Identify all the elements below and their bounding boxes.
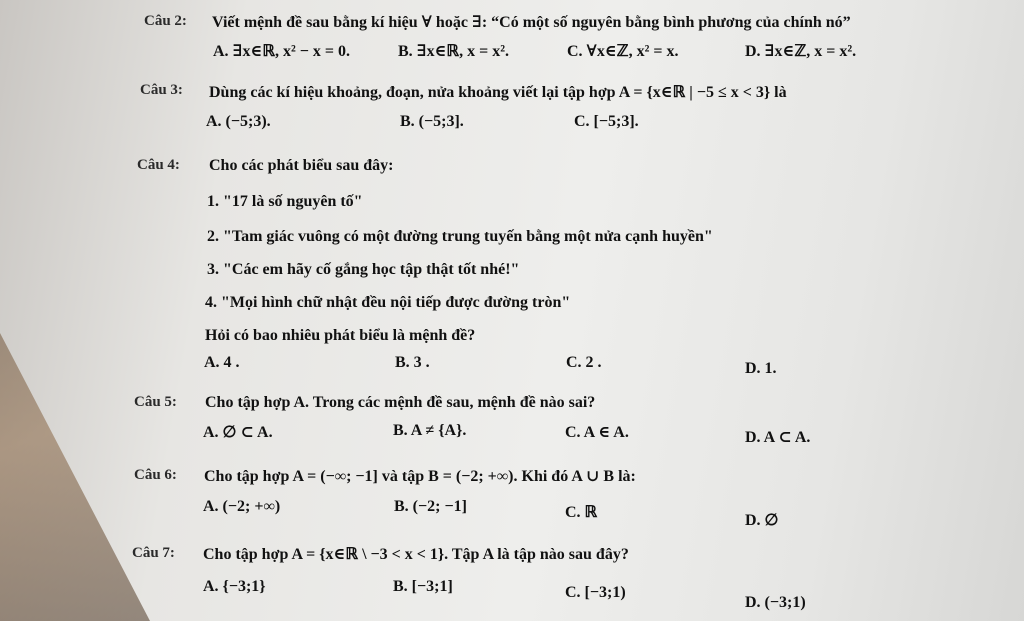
q7-option-d: D. (−3;1) [745,594,806,611]
q6-option-b: B. (−2; −1] [394,498,467,515]
q5-number: Câu 5: [134,394,177,410]
q2-stem: Viết mệnh đề sau bằng kí hiệu ∀ hoặc ∃: “Có một số nguyên bằng bình phương của chính nó” [212,14,851,31]
q5-stem: Cho tập hợp A. Trong các mệnh đề sau, mệnh đề nào sai? [205,394,596,411]
q5-option-b: B. A ≠ {A}. [393,422,467,439]
q4-stem: Cho các phát biểu sau đây: [209,157,394,174]
q2-option-d: D. ∃x∈ℤ, x = x². [745,43,857,60]
q7-stem: Cho tập hợp A = {x∈ℝ \ −3 < x < 1}. Tập A là tập nào sau đây? [203,546,629,563]
q3-option-a: A. (−5;3). [206,113,271,130]
q4-statement-1: 1. "17 là số nguyên tố" [207,193,363,210]
q2-option-c: C. ∀x∈ℤ, x² = x. [567,43,679,60]
q4-statement-4: 4. "Mọi hình chữ nhật đều nội tiếp được đường tròn" [205,294,571,311]
q2-option-a: A. ∃x∈ℝ, x² − x = 0. [213,43,351,60]
q5-option-d: D. A ⊂ A. [745,429,811,446]
q6-option-a: A. (−2; +∞) [203,498,281,515]
q4-statement-3: 3. "Các em hãy cố gắng học tập thật tốt nhé!" [207,261,520,278]
q6-number: Câu 6: [134,467,177,483]
q3-option-b: B. (−5;3]. [400,113,464,130]
q7-option-b: B. [−3;1] [393,578,453,595]
q4-option-d: D. 1. [745,360,777,377]
q7-option-c: C. [−3;1) [565,584,626,601]
table-background [0,301,150,621]
q5-option-a: A. ∅ ⊂ A. [203,424,273,441]
q4-statement-2: 2. "Tam giác vuông có một đường trung tuyến bằng một nửa cạnh huyền" [207,228,713,245]
q4-number: Câu 4: [137,157,180,173]
q5-option-c: C. A ∈ A. [565,424,629,441]
q6-stem: Cho tập hợp A = (−∞; −1] và tập B = (−2; +∞). Khi đó A ∪ B là: [204,468,636,485]
q4-option-a: A. 4 . [204,354,240,371]
q7-option-a: A. {−3;1} [203,578,266,595]
q2-number: Câu 2: [144,13,187,29]
q6-option-c: C. ℝ [565,504,598,521]
q3-stem: Dùng các kí hiệu khoảng, đoạn, nửa khoảng viết lại tập hợp A = {x∈ℝ | −5 ≤ x < 3} là [209,84,787,101]
q2-option-b: B. ∃x∈ℝ, x = x². [398,43,510,60]
q6-option-d: D. ∅ [745,512,779,529]
q4-question: Hỏi có bao nhiêu phát biểu là mệnh đề? [205,327,476,344]
q3-option-c: C. [−5;3]. [574,113,639,130]
q4-option-b: B. 3 . [395,354,430,371]
q4-option-c: C. 2 . [566,354,602,371]
q7-number: Câu 7: [132,545,175,561]
q3-number: Câu 3: [140,82,183,98]
